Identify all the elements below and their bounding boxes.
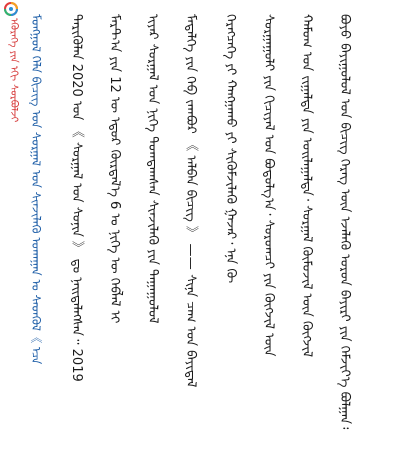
body-line: ᠲᠡᠷᠢᠬᠦᠯᠡᠨ 2020 ᠤᠨ 《 ᠰᠤᠷᠭᠠᠯ ᠤᠨ ᠰᠣᠨᠢᠨ 》 ᠳᠤ ᠨᠡᠢᠲᠡᠯᠡᠭᠰᠡᠨ᠃ 2019 [69, 14, 84, 382]
body-line: ᠰᠤᠷᠭᠠᠭᠤᠯᠢ ᠶᠢᠨ ᠬᠢᠴᠢᠶᠡᠯ ᠤᠨ ᠪᠣᠳᠣᠯᠭ᠎ᠠ᠂ ᠰᠤᠷᠤᠭᠴᠢ ᠶᠢᠨ ᠬᠥᠭᠵᠢᠯ ᠦᠨ [261, 14, 276, 357]
body-line: ᠬᠠᠮᠤᠭ ᠤᠨ ᠵᠢᠭᠠᠯᠲᠠ ᠶᠢᠨ ᠣᠢᠯᠠᠭᠠᠯᠲᠠ᠂ ᠰᠤᠷᠭᠠᠯ ᠬᠦᠮᠦᠵᠢᠯ ᠦᠨ ᠬᠦᠭᠵᠢᠯ [299, 14, 314, 358]
body-line: ᠬᠡᠷᠡᠭᠴᠡᠭᠡ ᠶᠢ ᠬᠠᠩᠭᠠᠬᠤ ᠶᠢ ᠰᠢᠭᠦᠮᠵᠢᠯᠡᠬᠦ ᠭᠠᠵᠠᠷ᠂ ᠡᠨᠡ ᠬᠦ [223, 14, 238, 284]
body-line: ᠪᠤᠶᠤ ᠪᠠᠶᠢᠭᠤᠯᠤᠯ ᠤᠨ ᠪᠢᠴᠢᠭ ᠬᠡᠷᠡᠭ ᠦᠨ ᠡᠵᠡᠯᠡᠬᠦ ᠣᠷᠣᠨ ᠪᠠᠶᠢᠷᠢ ᠶᠢᠨ ᠬᠡᠮᠵᠢᠶ᠎ᠡ ᠪᠣᠯᠭᠠᠨ᠄ [337, 14, 352, 430]
body-line: ᠮᠠᠷᠲ᠎ᠠ ᠶᠢᠨ 12 ᠦ ᠡᠳᠦᠷ ᠬᠦᠷᠲᠡᠯ᠎ᠡ 6 ᠤ ᠨᠢᠭᠡ ᠦ ᠬᠡᠪᠯᠡᠯ ᠢ [107, 14, 122, 324]
source-line-title: ᠮᠣᠩᠭᠣᠯ ᠬᠡᠯᠡ ᠪᠢᠴᠢᠭ᠌ ᠤᠨ ᠰᠤᠷᠭᠠᠯ ᠤᠨ ᠰᠢᠨᠵᠢᠯᠡᠬᠦ ᠤᠬᠠᠭᠠᠨ ᠤ ᠰᠡᠳᠬᠦᠯ《 ᠡᠴᠡ [29, 14, 43, 365]
body-line: ᠢᠶᠡᠷ ᠰᠤᠷᠭᠠᠯ ᠤᠨ ᠨᠢᠭᠡ ᠲᠣᠭᠲᠠᠭᠰᠠᠨ ᠰᠢᠨᠵᠢᠯᠡᠬᠦ ᠶᠢᠨ ᠳᠠᠭᠠᠭᠤᠯᠤᠯ [145, 14, 160, 324]
source-line-label: ᠡᠬᠦᠷᠡᠭᠡ ᠶᠢᠨ ᠡᠬᠢ ᠰᠤᠷᠪᠤᠯᠵᠢ [8, 18, 19, 123]
body-line: ᠮᠡᠳᠡᠯᠭᠡ ᠶᠢᠨ ᠬᠡᠪ ᠵᠠᠭᠪᠤᠷ 《 ᠠᠯᠪᠠᠨ ᠪᠢᠴᠢᠭ 》 —— ᠰᠢᠨᠡ ᠴᠠᠭ ᠤᠨ ᠪᠠᠶᠢᠳᠠᠯ [183, 14, 198, 388]
app-logo-icon [4, 2, 18, 16]
